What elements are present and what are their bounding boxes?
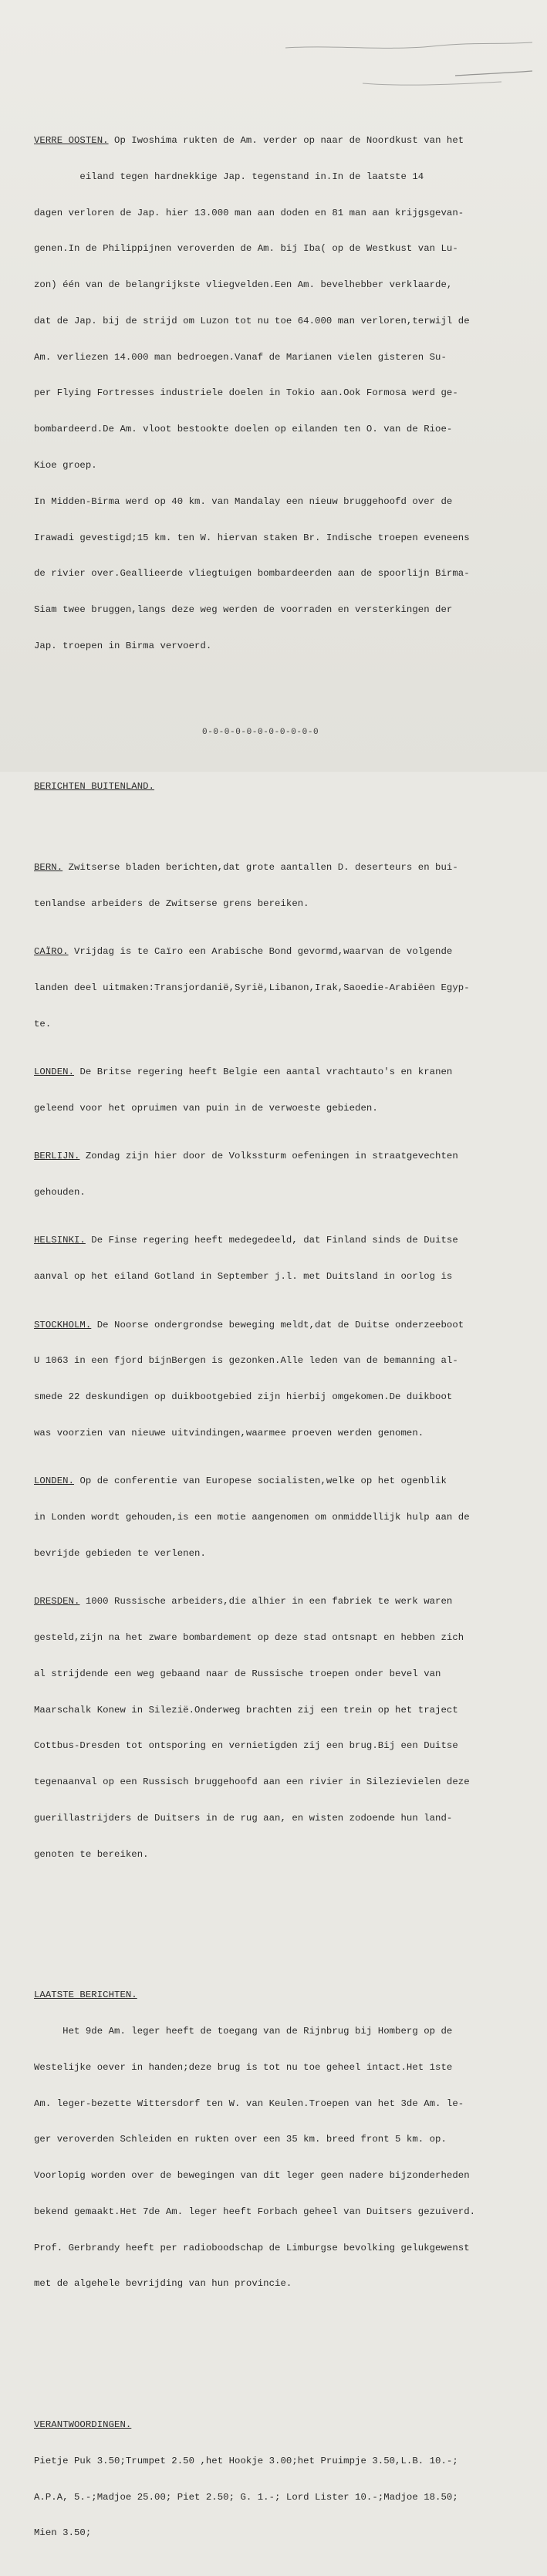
dateline: STOCKHOLM. xyxy=(34,1319,92,1330)
document-body xyxy=(34,75,528,2576)
section-line: met de algehele bevrijding van hun provincie. xyxy=(34,2278,292,2290)
section-line: A.P.A, 5.-;Madjoe 25.00; Piet 2.50; G. 1.-; Lord Lister 10.-;Madjoe 18.50; xyxy=(34,2491,458,2503)
news-item-line: bevrijde gebieden te verlenen. xyxy=(34,1547,206,1559)
dateline: HELSINKI. xyxy=(34,1235,86,1246)
news-item-line: BERN. Zwitserse bladen berichten,dat grote aantallen D. deserteurs en bui- xyxy=(34,862,458,873)
news-item-line: te. xyxy=(34,1018,52,1029)
news-item-line: DRESDEN. 1000 Russische arbeiders,die alhier in een fabriek te werk waren xyxy=(34,1596,453,1607)
section-verantwoordingen xyxy=(34,2395,528,2564)
section-heading: BERICHTEN BUITENLAND. xyxy=(34,781,155,793)
news-item-line: al strijdende een weg gebaand naar de Russische troepen onder bevel van xyxy=(34,1668,441,1679)
section-line: per Flying Fortresses industriele doelen in Tokio aan.Ook Formosa werd ge- xyxy=(34,387,458,399)
section-line: Mien 3.50; xyxy=(34,2527,92,2539)
dateline: BERLIJN. xyxy=(34,1151,80,1162)
section-line: Pietje Puk 3.50;Trumpet 2.50 ,het Hookje 3.00;het Pruimpje 3.50,L.B. 10.-; xyxy=(34,2455,458,2466)
dateline: LONDEN. xyxy=(34,1476,75,1487)
dateline: CAÏRO. xyxy=(34,946,69,958)
section-line xyxy=(34,2419,528,2432)
section-line: Het 9de Am. leger heeft de toegang van de Rijnbrug bij Homberg op de xyxy=(34,2026,453,2037)
dateline: LONDEN. xyxy=(34,1067,75,1078)
news-item-line: geleend voor het opruimen van puin in de verwoeste gebieden. xyxy=(34,1102,378,1114)
news-item-line: genoten te bereiken. xyxy=(34,1848,149,1860)
news-item-line: in Londen wordt gehouden,is een motie aangenomen om onmiddellijk hulp aan de xyxy=(34,1512,470,1523)
news-item-line: smede 22 deskundigen op duikbootgebied zijn hierbij omgekomen.De duikboot xyxy=(34,1391,453,1403)
section-line: eiland tegen hardnekkige Jap. tegenstand in.In de laatste 14 xyxy=(34,171,424,182)
section-line: Am. verliezen 14.000 man bedroegen.Vanaf de Marianen vielen gisteren Su- xyxy=(34,351,447,363)
dateline: DRESDEN. xyxy=(34,1596,80,1607)
news-item-line: U 1063 in een fjord bijnBergen is gezonken.Alle leden van de bemanning al- xyxy=(34,1355,458,1367)
section-laatste-berichten xyxy=(34,1966,528,2314)
footer-separator: 0-0-0-0-0-0-0-0-0-0-0 xyxy=(202,728,319,737)
section-line: Am. leger-bezette Wittersdorf ten W. van Keulen.Troepen van het 3de Am. le- xyxy=(34,2098,464,2109)
news-item-line: was voorzien van nieuwe uitvindingen,waarmee proeven werden genomen. xyxy=(34,1427,424,1438)
section-line: In Midden-Birma werd op 40 km. van Mandalay een nieuw bruggehoofd over de xyxy=(34,495,453,507)
section-line: Kioe groep. xyxy=(34,460,97,471)
section-line xyxy=(34,1989,528,2002)
spacer xyxy=(34,817,528,826)
dateline: BERN. xyxy=(34,862,63,873)
section-line: Irawadi gevestigd;15 km. ten W. hiervan staken Br. Indische troepen eveneens xyxy=(34,532,470,543)
news-item-line: guerillastrijders de Duitsers in de rug aan, en wisten zodoende hun land- xyxy=(34,1812,453,1824)
section-line: VERRE OOSTEN. Op Iwoshima rukten de Am. verder op naar de Noordkust van het xyxy=(34,134,464,146)
section-berichten-buitenland xyxy=(34,757,528,1885)
section-verre-oosten xyxy=(34,111,528,677)
spacer xyxy=(34,2351,528,2359)
news-item-line: landen deel uitmaken:Transjordanië,Syrië,Libanon,Irak,Saoedie-Arabiëen Egyp- xyxy=(34,982,470,993)
section-heading: LAATSTE BERICHTEN. xyxy=(34,1989,137,2001)
news-item-line: aanval op het eiland Gotland in September j.l. met Duitsland in oorlog is xyxy=(34,1271,453,1283)
section-line xyxy=(34,781,528,793)
news-item-line: gehouden. xyxy=(34,1187,86,1198)
section-line: bekend gemaakt.Het 7de Am. leger heeft Forbach geheel van Duitsers gezuiverd. xyxy=(34,2206,476,2217)
news-item-line: Cottbus-Dresden tot ontsporing en vernietigden zij een brug.Bij een Duitse xyxy=(34,1740,458,1752)
section-line: ger veroverden Schleiden en rukten over een 35 km. breed front 5 km. op. xyxy=(34,2134,447,2145)
section-heading: VERANTWOORDINGEN. xyxy=(34,2419,132,2430)
news-item-line: STOCKHOLM. De Noorse ondergrondse beweging meldt,dat de Duitse onderzeeboot xyxy=(34,1319,464,1330)
section-line: de rivier over.Geallieerde vliegtuigen bombardeerden aan de spoorlijn Birma- xyxy=(34,568,470,580)
spacer xyxy=(34,712,528,721)
section-line: Prof. Gerbrandy heeft per radioboodschap de Limburgse bevolking gelukgewenst xyxy=(34,2242,470,2253)
news-item-line: tenlandse arbeiders de Zwitserse grens bereiken. xyxy=(34,898,309,909)
news-item-line: BERLIJN. Zondag zijn hier door de Volkssturm oefeningen in straatgevechten xyxy=(34,1151,458,1162)
news-item-line: CAÏRO. Vrijdag is te Caïro een Arabische Bond gevormd,waarvan de volgende xyxy=(34,946,453,958)
spacer xyxy=(34,1921,528,1929)
news-item-line: LONDEN. Op de conferentie van Europese socialisten,welke op het ogenblik xyxy=(34,1476,447,1487)
section-line: Siam twee bruggen,langs deze weg werden de voorraden en versterkingen der xyxy=(34,604,453,616)
section-line: bombardeerd.De Am. vloot bestookte doelen op eilanden ten O. van de Rioe- xyxy=(34,424,453,435)
news-item-line: LONDEN. De Britse regering heeft Belgie een aantal vrachtauto's en kranen xyxy=(34,1067,453,1078)
section-line: Voorlopig worden over de bewegingen van dit leger geen nadere bijzonderheden xyxy=(34,2170,470,2182)
section-line: zon) één van de belangrijkste vliegvelden.Een Am. bevelhebber verklaarde, xyxy=(34,279,453,291)
section-line: dat de Jap. bij de strijd om Luzon tot nu toe 64.000 man verloren,terwijl de xyxy=(34,315,470,326)
section-line: genen.In de Philippijnen veroverden de Am. bij Iba( op de Westkust van Lu- xyxy=(34,243,458,255)
section-line: dagen verloren de Jap. hier 13.000 man aan doden en 81 man aan krijgsgevan- xyxy=(34,207,464,218)
section-heading: VERRE OOSTEN. xyxy=(34,134,109,146)
news-item-line: HELSINKI. De Finse regering heeft medegedeeld, dat Finland sinds de Duitse xyxy=(34,1235,458,1246)
news-item-line: tegenaanval op een Russisch bruggehoofd aan een rivier in Silezievielen deze xyxy=(34,1776,470,1788)
news-item-line: gesteld,zijn na het zware bombardement op deze stad ontsnapt en hebben zich xyxy=(34,1632,464,1643)
news-item-line: Maarschalk Konew in Silezië.Onderweg brachten zij een trein op het traject xyxy=(34,1704,458,1716)
section-line: Westelijke oever in handen;deze brug is tot nu toe geheel intact.Het 1ste xyxy=(34,2061,453,2073)
section-line: Jap. troepen in Birma vervoerd. xyxy=(34,640,212,651)
